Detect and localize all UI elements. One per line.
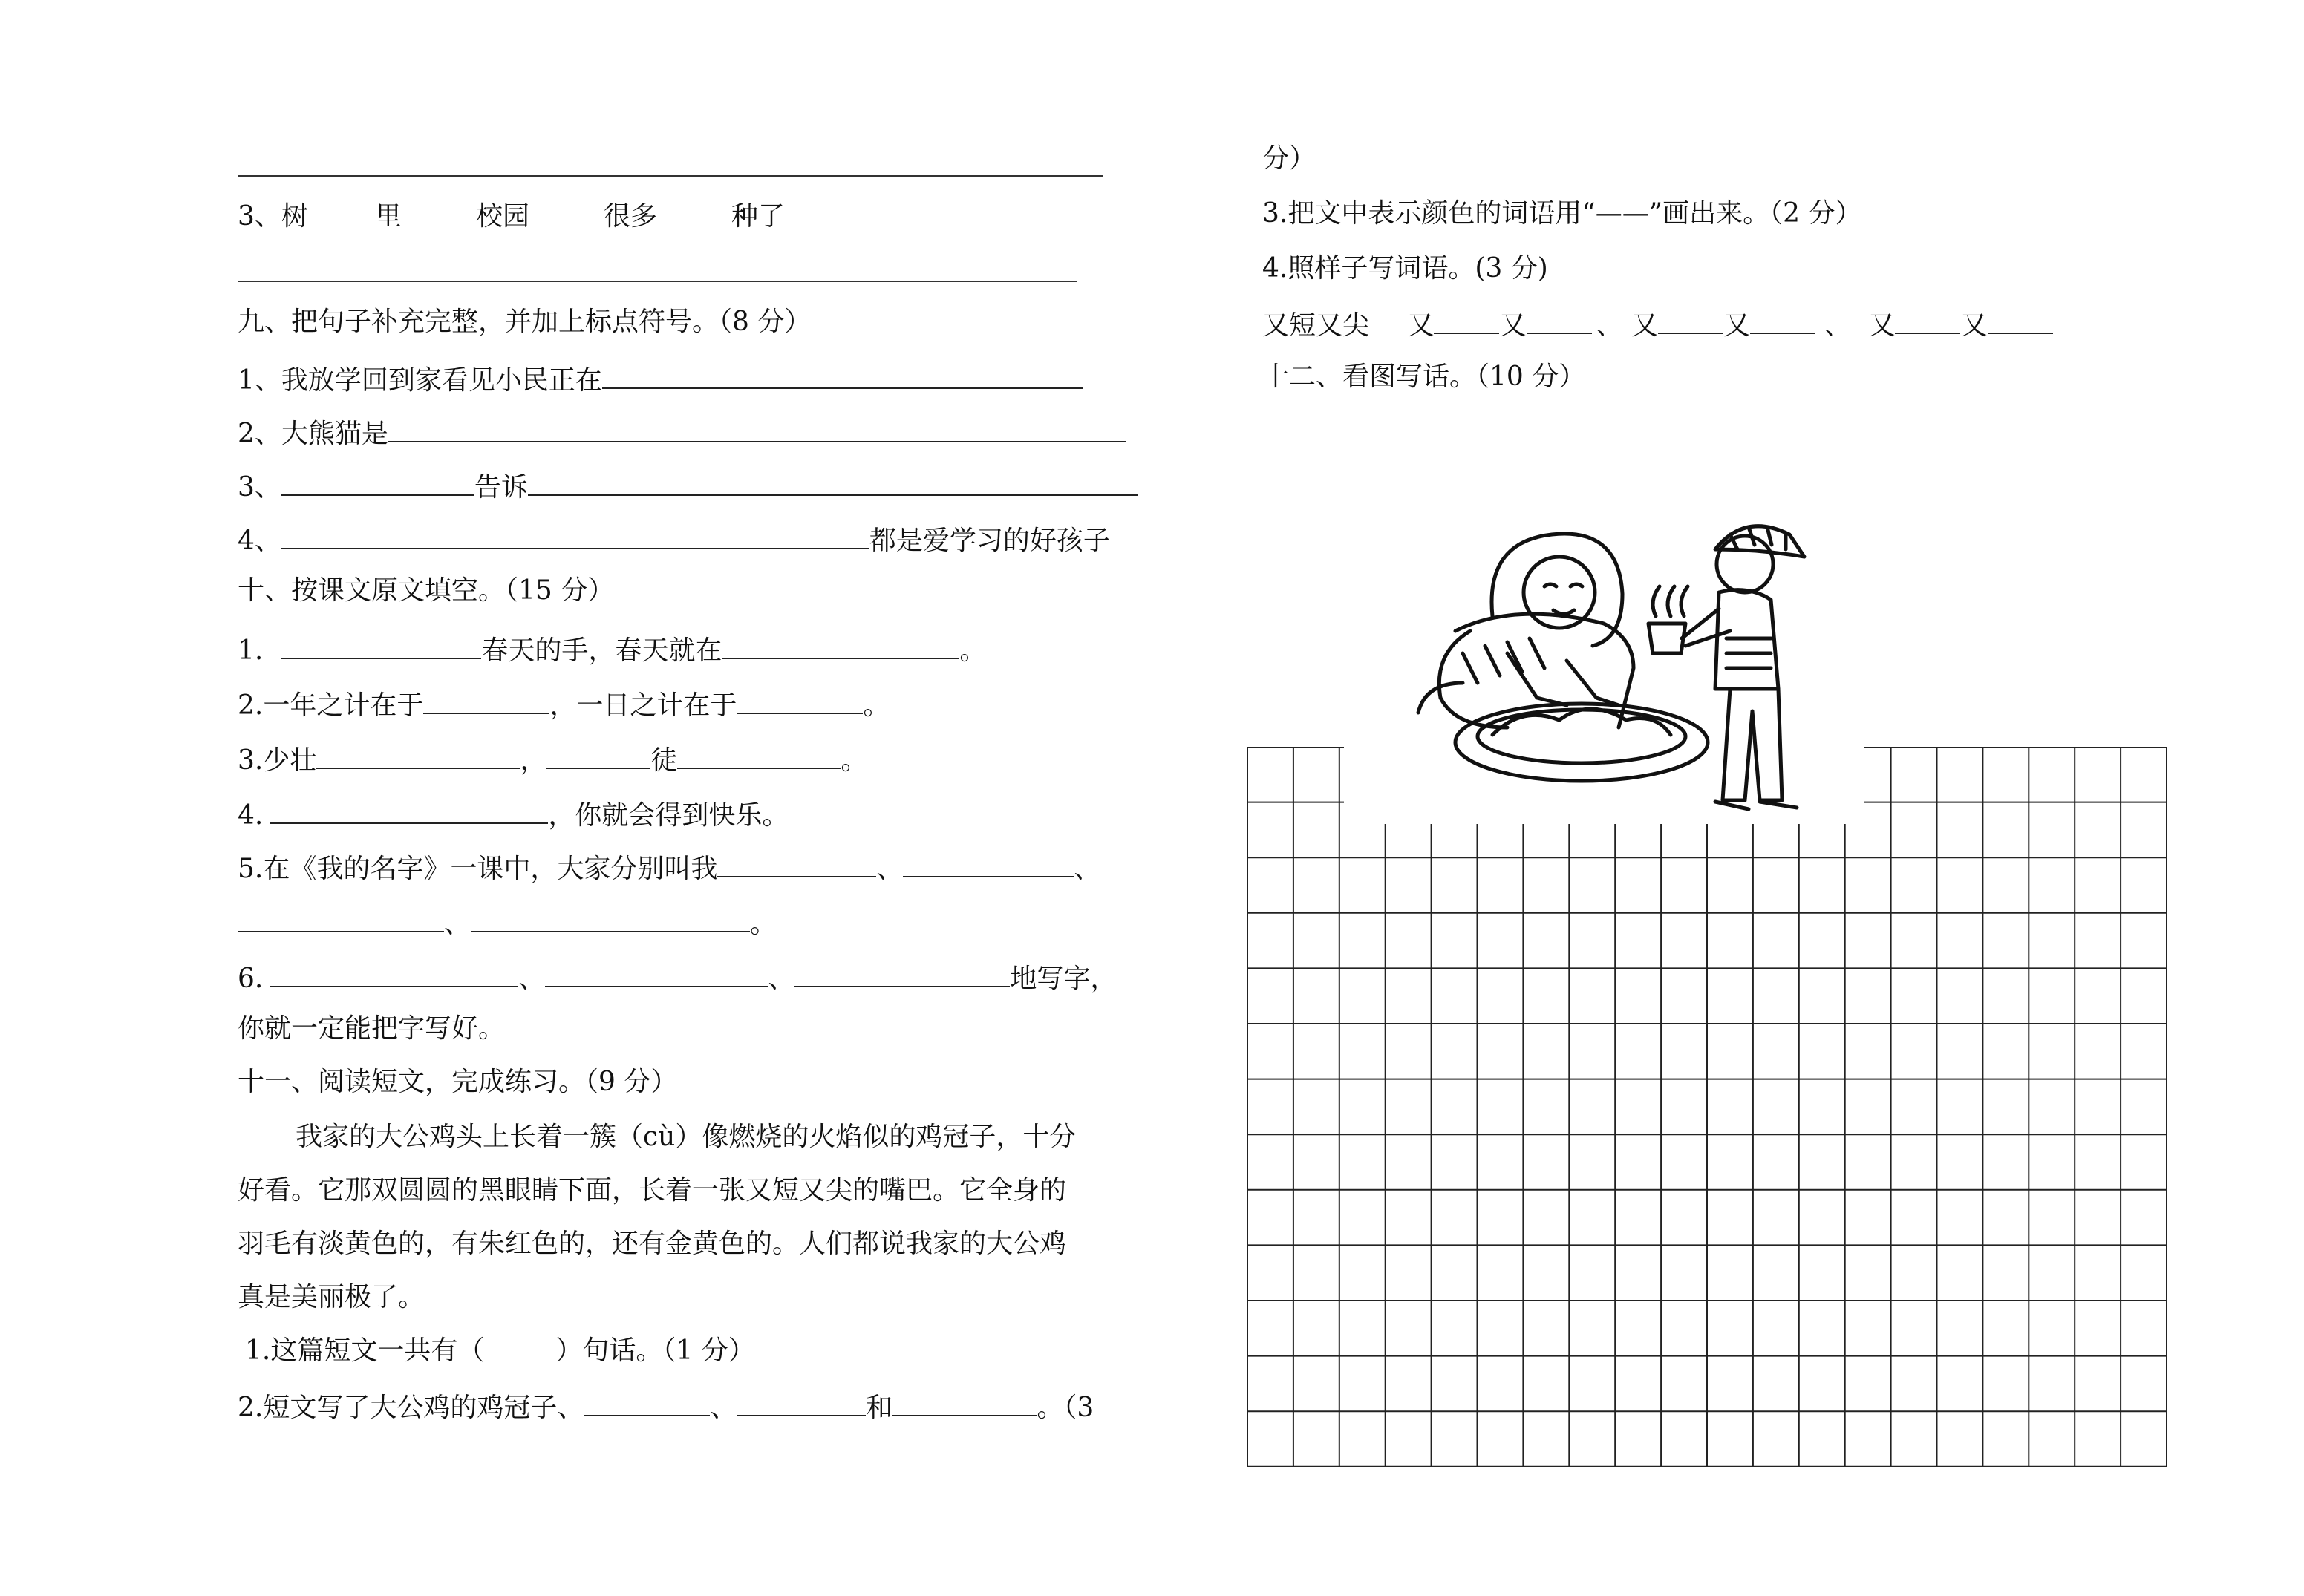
passage-line-3: 羽毛有淡黄色的，有朱红色的，还有金黄色的。人们都说我家的大公鸡 xyxy=(238,1229,1067,1259)
word-order-item-3: 3、树 里 校园 很多 种了 xyxy=(238,201,785,232)
q9-item-3: 3、 告诉 xyxy=(238,462,1138,506)
blank[interactable] xyxy=(737,1382,866,1416)
blank[interactable] xyxy=(281,462,474,496)
blank[interactable] xyxy=(1895,300,1960,334)
blank[interactable] xyxy=(794,953,1010,987)
blank[interactable] xyxy=(281,515,869,549)
section-9-title: 九、把句子补充完整，并加上标点符号。（8 分） xyxy=(238,307,812,337)
blank[interactable] xyxy=(722,625,959,659)
blank[interactable] xyxy=(388,408,1126,442)
blank[interactable] xyxy=(423,680,549,714)
blank[interactable] xyxy=(1750,300,1815,334)
blank[interactable] xyxy=(281,625,481,659)
q10-item-5: 5.在《我的名字》一课中，大家分别叫我 、 、 xyxy=(238,843,1100,888)
blank[interactable] xyxy=(737,680,863,714)
blank[interactable] xyxy=(892,1382,1037,1416)
blank[interactable] xyxy=(238,898,444,932)
passage-line-4: 真是美丽极了。 xyxy=(238,1282,425,1312)
blank[interactable] xyxy=(584,1382,710,1416)
q9-item-4: 4、 都是爱学习的好孩子 xyxy=(238,515,1110,560)
blank[interactable] xyxy=(270,790,548,824)
q10-item-6: 6. 、 、 地写字， xyxy=(238,953,1117,998)
blank[interactable] xyxy=(677,735,841,769)
word-pattern-row: 又短又尖 又 又 、 又 又 、 又 又 xyxy=(1262,300,2053,344)
q10-item-6-cont: 你就一定能把字写好。 xyxy=(238,1013,506,1044)
answer-line[interactable] xyxy=(238,175,1103,177)
q11-item-3: 3.把文中表示颜色的词语用“——”画出来。（2 分） xyxy=(1262,198,1862,229)
section-10-title: 十、按课文原文填空。（15 分） xyxy=(238,575,615,606)
q9-item-1: 1、我放学回到家看见小民正在 xyxy=(238,355,1083,399)
q9-item-2: 2、大熊猫是 xyxy=(238,408,1126,453)
blank[interactable] xyxy=(1434,300,1499,334)
blank[interactable] xyxy=(1658,300,1723,334)
passage-line-1: 我家的大公鸡头上长着一簇（cù）像燃烧的火焰似的鸡冠子，十分 xyxy=(296,1122,1077,1152)
blank[interactable] xyxy=(1527,300,1592,334)
blank[interactable] xyxy=(602,355,1083,389)
blank[interactable] xyxy=(471,898,750,932)
blank[interactable] xyxy=(545,953,768,987)
blank[interactable] xyxy=(546,735,650,769)
passage-line-2: 好看。它那双圆圆的黑眼睛下面，长着一张又短又尖的嘴巴。它全身的 xyxy=(238,1175,1067,1206)
section-11-title: 十一、阅读短文，完成练习。（9 分） xyxy=(238,1067,678,1097)
blank[interactable] xyxy=(316,735,520,769)
mother-and-child-washing-illustration xyxy=(1344,505,1864,824)
section-12-title: 十二、看图写话。（10 分） xyxy=(1262,362,1586,392)
blank[interactable] xyxy=(1988,300,2053,334)
q10-item-3: 3.少壮 ， 徒 。 xyxy=(238,735,867,779)
q11-item-4: 4.照样子写词语。(3 分) xyxy=(1262,253,1548,284)
q10-item-2: 2.一年之计在于 ，一日之计在于 。 xyxy=(238,680,890,725)
q11-item-2: 2.短文写了大公鸡的鸡冠子、 、 和 。（3 xyxy=(238,1382,1094,1427)
q10-item-5-cont: 、 。 xyxy=(238,898,777,943)
q10-item-4: 4. ，你就会得到快乐。 xyxy=(238,790,789,834)
blank[interactable] xyxy=(270,953,518,987)
blank[interactable] xyxy=(903,843,1074,877)
points-continued: 分） xyxy=(1262,143,1316,174)
blank[interactable] xyxy=(717,843,876,877)
answer-line[interactable] xyxy=(238,281,1077,282)
q10-item-1: 1. 春天的手，春天就在 。 xyxy=(238,625,986,670)
writing-grid[interactable] xyxy=(1247,747,2167,1467)
blank[interactable] xyxy=(528,462,1138,496)
q11-item-1: 1.这篇短文一共有（ ）句话。（1 分） xyxy=(245,1335,755,1366)
